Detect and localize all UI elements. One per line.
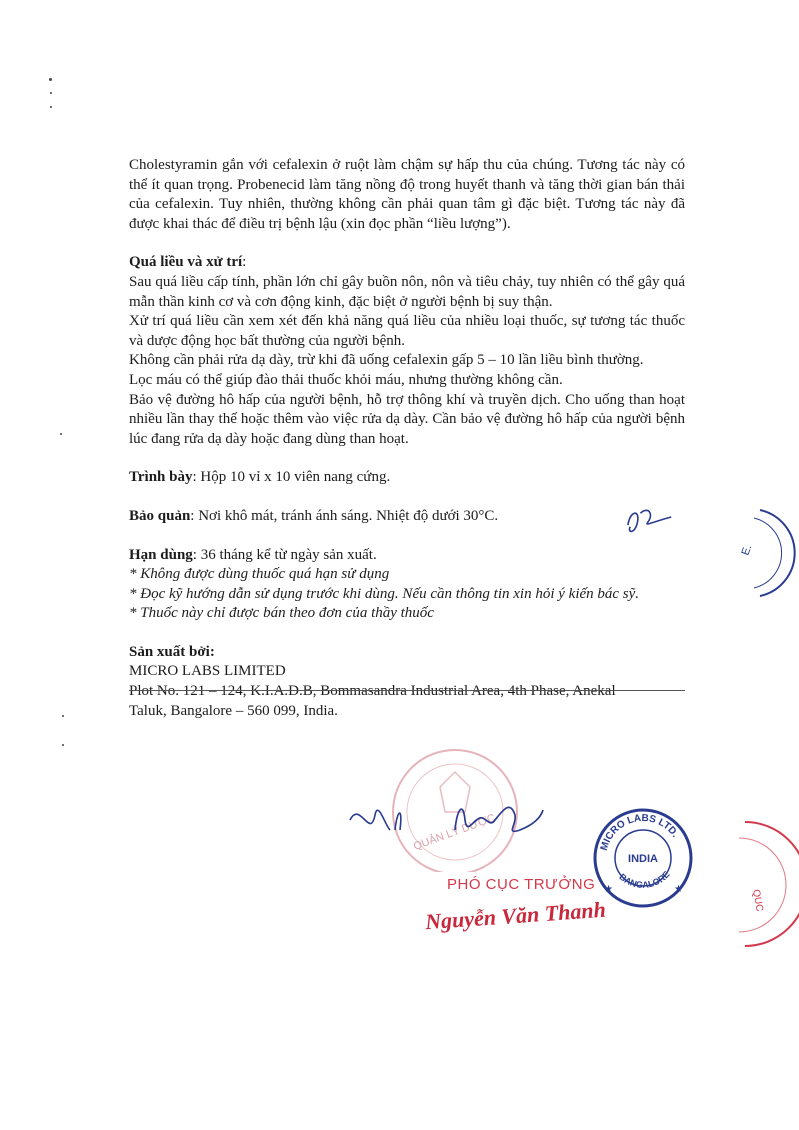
overdose-line: Xử trí quá liều cần xem xét đến khả năng quá liều của nhiều loại thuốc, sự tương tác thuốc và dược động học bất thường của người bệnh.	[129, 313, 685, 349]
overdose-heading-line	[129, 253, 685, 273]
presentation-value: : Hộp 10 vỉ x 10 viên nang cứng.	[192, 469, 391, 486]
overdose-line: Không cần phải rửa dạ dày, trừ khi đã uống cefalexin gấp 5 – 10 lần liều bình thường.	[129, 352, 644, 369]
seal-top-text: MICRO LABS LTD.	[598, 812, 681, 852]
manufacturer-address: Plot No. 121 – 124, K.I.A.D.B, Bommasandra Industrial Area, 4th Phase, Anekal Taluk, Bangalore – 560 099, India.	[129, 683, 616, 719]
document-body	[129, 156, 685, 721]
scan-speck	[60, 433, 62, 435]
svg-text:★: ★	[674, 884, 683, 895]
expiry-value: : 36 tháng kể từ ngày sản xuất.	[192, 546, 377, 563]
warning-line: * Không được dùng thuốc quá hạn sử dụng	[129, 566, 390, 583]
partial-blue-stamp-icon	[740, 508, 799, 598]
overdose-heading: Quá liều và xử trí	[129, 254, 243, 271]
seal-bottom-text: BANGALORE	[617, 869, 672, 890]
scan-speck	[62, 715, 64, 717]
svg-text:QUẢN LÝ DƯỢC: QUẢN LÝ DƯỢC	[411, 812, 497, 853]
handwritten-initials	[617, 496, 683, 552]
presentation-label: Trình bày	[129, 469, 193, 486]
svg-text:★: ★	[604, 884, 613, 895]
storage-line	[129, 507, 685, 527]
scan-speck	[49, 78, 52, 81]
warning-line: * Thuốc này chỉ được bán theo đơn của thầy thuốc	[129, 605, 434, 622]
expiry-label: Hạn dùng	[129, 546, 193, 563]
deputy-director-title: PHÓ CỤC TRƯỞNG	[447, 876, 596, 893]
seal-center-text: INDIA	[628, 853, 658, 865]
manufacturer-heading: Sản xuất bởi:	[129, 643, 215, 660]
handwritten-signature-icon	[345, 790, 545, 850]
warning-line: * Đọc kỹ hướng dẫn sử dụng trước khi dùng. Nếu cần thông tin xin hỏi ý kiến bác sỹ.	[129, 585, 640, 602]
scan-speck	[50, 106, 52, 108]
partial-red-stamp-icon	[735, 820, 799, 950]
storage-value: : Nơi khô mát, tránh ánh sáng. Nhiệt độ dưới 30°C.	[190, 507, 499, 524]
overdose-line: Bảo vệ đường hô hấp của người bệnh, hỗ trợ thông khí và truyền dịch. Cho uống than hoạt nhiều lần thay thế hoặc thêm vào việc rửa dạ dày. Cần bảo vệ đường hô hấp của người bệnh lúc đang rửa dạ dày hoặc đang dùng than hoạt.	[129, 391, 685, 447]
overdose-line: Lọc máu có thể giúp đào thải thuốc khỏi máu, nhưng thường không cần.	[129, 371, 563, 388]
expiry-line	[129, 546, 685, 566]
scan-speck	[50, 92, 52, 94]
interactions-paragraph: Cholestyramin gắn với cefalexin ở ruột làm chậm sự hấp thu của chúng. Tương tác này có thể ít quan trọng. Probenecid làm tăng nồng độ trong huyết thanh và tăng thời gian bán thải của cefalexin. Tuy nhiên, thường không cần phải quan tâm gì đặc biệt. Tương tác này đã được khai thác để điều trị bệnh lậu (xin đọc phần “liều lượng”).	[129, 157, 685, 232]
presentation-line	[129, 468, 685, 488]
svg-text:BANGALORE	[617, 869, 671, 890]
initials-signature-icon	[617, 496, 682, 544]
company-seal-icon	[588, 800, 698, 910]
svg-text:E.: E.	[740, 543, 755, 558]
manufacturer-name: MICRO LABS LIMITED	[129, 663, 286, 680]
overdose-line: Sau quá liều cấp tính, phần lớn chỉ gây buồn nôn, nôn và tiêu chảy, tuy nhiên có thể gây quá mẫn thần kinh cơ và cơn động kinh, đặc biệt ở người bệnh bị suy thận.	[129, 273, 685, 310]
approver-name: Nguyễn Văn Thanh	[424, 896, 607, 935]
svg-text:QUC: QUC	[750, 888, 765, 913]
storage-label: Bảo quản	[129, 507, 191, 524]
overdose-heading-colon: :	[242, 254, 247, 271]
warnings-divider	[129, 690, 685, 691]
scan-speck	[62, 744, 64, 746]
